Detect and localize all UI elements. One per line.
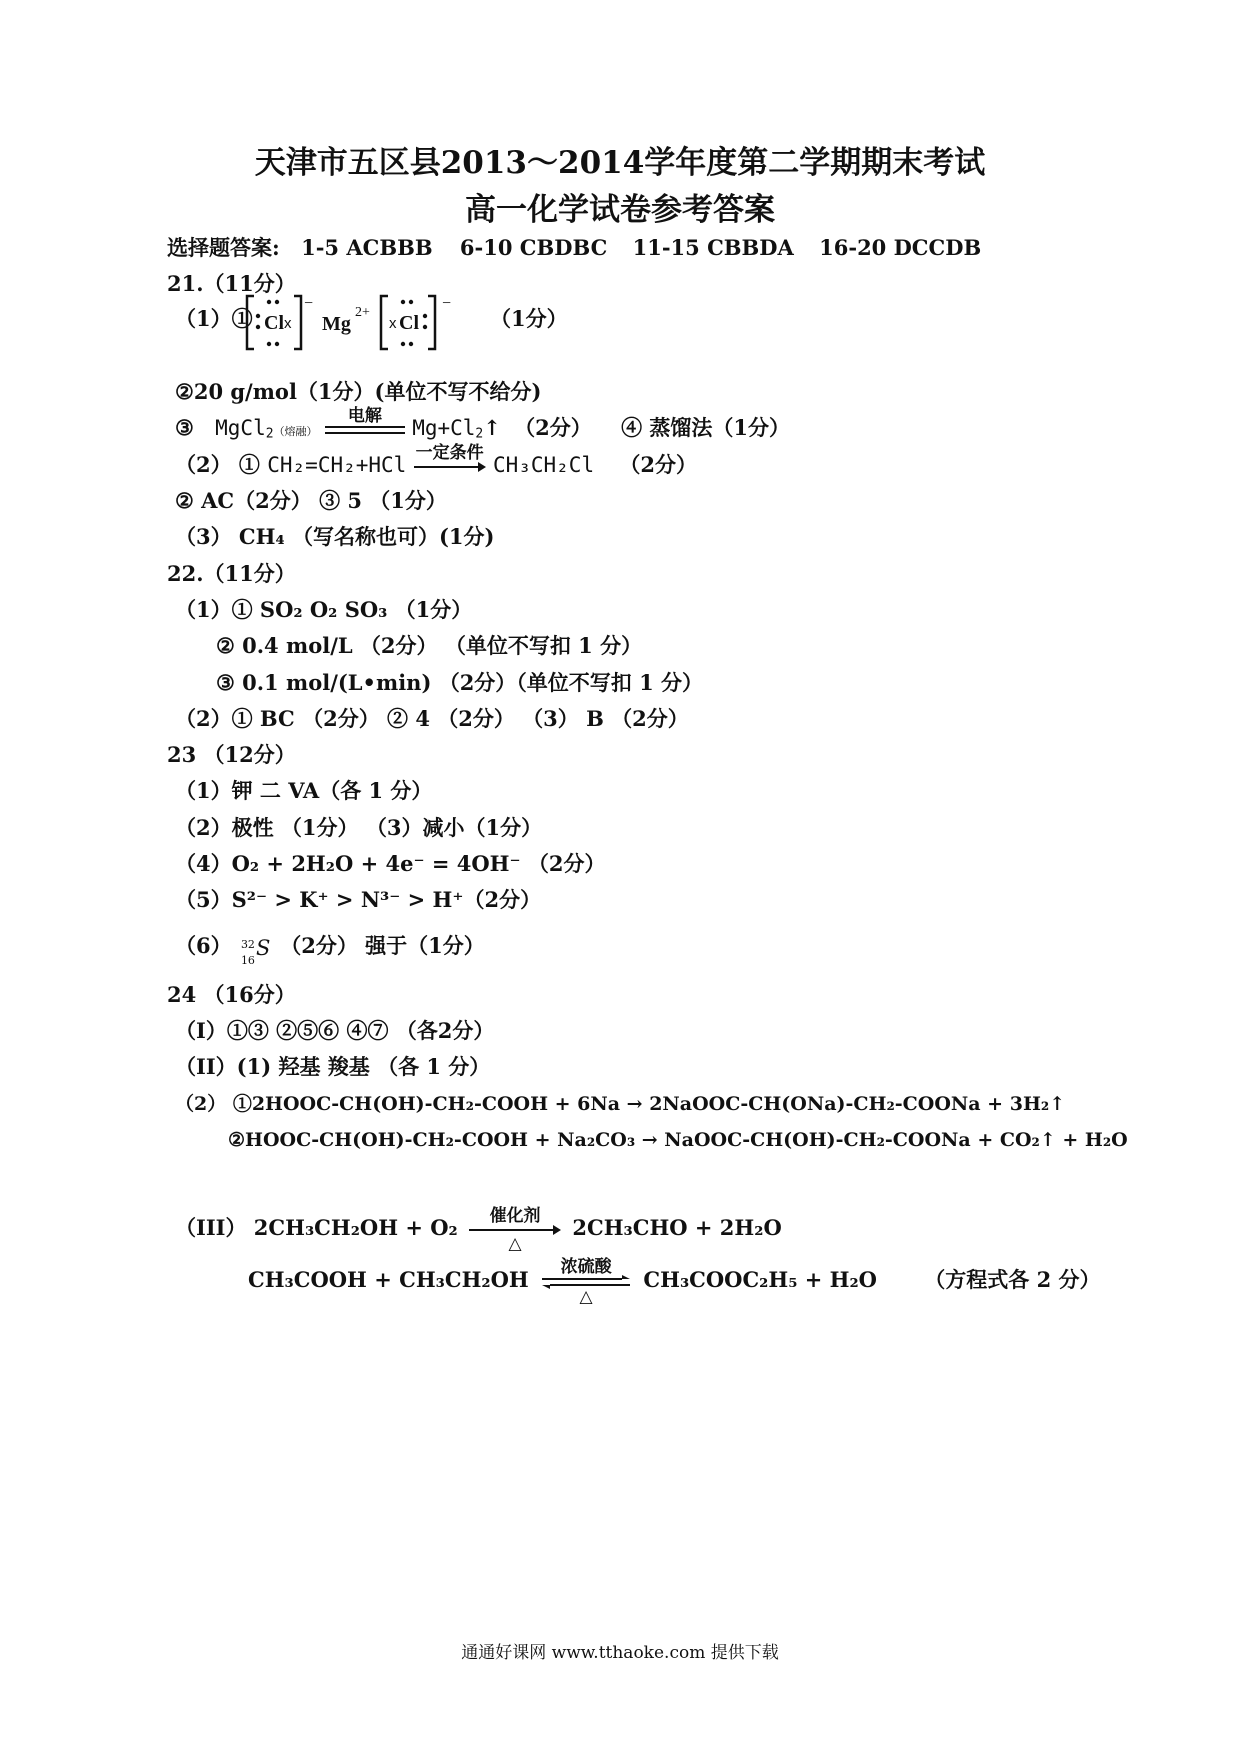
q24-line-1: （I）①③ ②⑤⑥ ④⑦ （各2分） [175, 1018, 495, 1043]
q23-line-2: （2）极性 （1分） （3）减小（1分） [175, 815, 543, 840]
multiple-choice-answers [167, 234, 981, 262]
reversible-arrow: 浓硫酸 △ [542, 1275, 630, 1289]
right-bracket-open [381, 296, 388, 349]
mc-group-4: 16-20 DCCDB [819, 235, 982, 260]
exam-title: 天津市五区县2013～2014学年度第二学期期末考试 [254, 145, 986, 181]
q21-part1-3-equation: ③ MgCl$_2$（熔融） 电解 $Mg+Cl_2↑$ （2分） ④ 蒸馏法（1分） [175, 405, 791, 442]
chlorine-symbol-left: Cl [264, 312, 284, 334]
footer-credit: 通通好课网 www.tthaoke.com 提供下载 [461, 1643, 779, 1663]
q24-equation-na: （2） ①2HOOC-CH(OH)-CH₂-COOH + 6Na → 2NaOOC-CH(ONa)-CH₂-COONa + 3H₂↑ [175, 1093, 1066, 1115]
catalyst-heat-arrow: 催化剂 △ [469, 1224, 561, 1236]
svg-text:2+: 2+ [355, 305, 370, 320]
q23-line-5: （6） 32 16 S （2分） 强于（1分） [175, 933, 485, 967]
q23-line-1: （1）钾 二 VA（各 1 分） [175, 778, 433, 803]
right-bracket-close [428, 296, 435, 349]
q23-line-4: （5）S²⁻ > K⁺ > N³⁻ > H⁺（2分） [175, 887, 542, 912]
q21-part1-score: （1分） [490, 306, 568, 331]
left-bracket-open [247, 296, 254, 349]
q22-line-1: （1）① SO₂ O₂ SO₃ （1分） [175, 597, 473, 622]
mc-group-2: 6-10 CBDBC [459, 235, 608, 260]
sulfur-nuclide: 32 16 S [240, 935, 271, 967]
svg-text:−: − [442, 295, 452, 312]
svg-text:x: x [284, 315, 292, 332]
q21-part1-2: ②20 g/mol（1分）(单位不写不给分) [175, 379, 542, 404]
q21-part2-2: ② AC（2分） ③ 5 （1分） [175, 488, 447, 513]
q21-part3: （3） CH₄ （写名称也可）(1分) [175, 524, 495, 549]
q24-equation-na2co3: ②HOOC-CH(OH)-CH₂-COOH + Na₂CO₃ → NaOOC-CH(OH)-CH₂-COONa + CO₂↑ + H₂O [228, 1129, 1128, 1151]
reaction-condition-arrow: 一定条件 [414, 461, 486, 473]
q21-header: 21.（11分） [167, 271, 296, 296]
electrolysis-condition: 电解 [347, 405, 382, 426]
svg-text:−: − [304, 295, 314, 312]
magnesium-symbol: Mg [322, 313, 351, 335]
q24-esterification-equation: CH₃COOH + CH₃CH₂OH 浓硫酸 △ CH₃COOC₂H₅ + H₂O （方程式各 2 分） [248, 1256, 1101, 1307]
q22-line-4: （2）① BC （2分） ② 4 （2分） （3） B （2分） [175, 706, 689, 731]
q21-part2-equation: （2） ① CH₂=CH₂+HCl 一定条件 CH₃CH₂Cl （2分） [175, 442, 698, 477]
mc-group-3: 11-15 CBBDA [632, 235, 794, 260]
q23-header: 23 （12分） [167, 742, 296, 767]
mgcl2-electron-structure [244, 294, 470, 352]
mc-group-1: 1-5 ACBBB [301, 235, 433, 260]
q22-line-2: ② 0.4 mol/L （2分） （单位不写扣 1 分） [216, 633, 643, 658]
q24-header: 24 （16分） [167, 982, 296, 1007]
q22-line-3: ③ 0.1 mol/(L•min) （2分）（单位不写扣 1 分） [216, 670, 704, 695]
answer-subtitle: 高一化学试卷参考答案 [465, 192, 775, 228]
mc-label: 选择题答案: [167, 235, 280, 260]
q21-part1-prefix: （1）① [175, 306, 253, 331]
q23-line-3: （4）O₂ + 2H₂O + 4e⁻ = 4OH⁻ （2分） [175, 851, 606, 876]
left-bracket-close [294, 296, 301, 349]
chlorine-symbol-right: Cl [399, 312, 419, 334]
q22-header: 22.（11分） [167, 561, 296, 586]
q24-line-2: （II）(1) 羟基 羧基 （各 1 分） [175, 1054, 491, 1079]
q24-oxidation-equation: （III） 2CH₃CH₂OH + O₂ 催化剂 △ 2CH₃CHO + 2H₂O [175, 1205, 782, 1254]
svg-text:x: x [389, 315, 397, 332]
